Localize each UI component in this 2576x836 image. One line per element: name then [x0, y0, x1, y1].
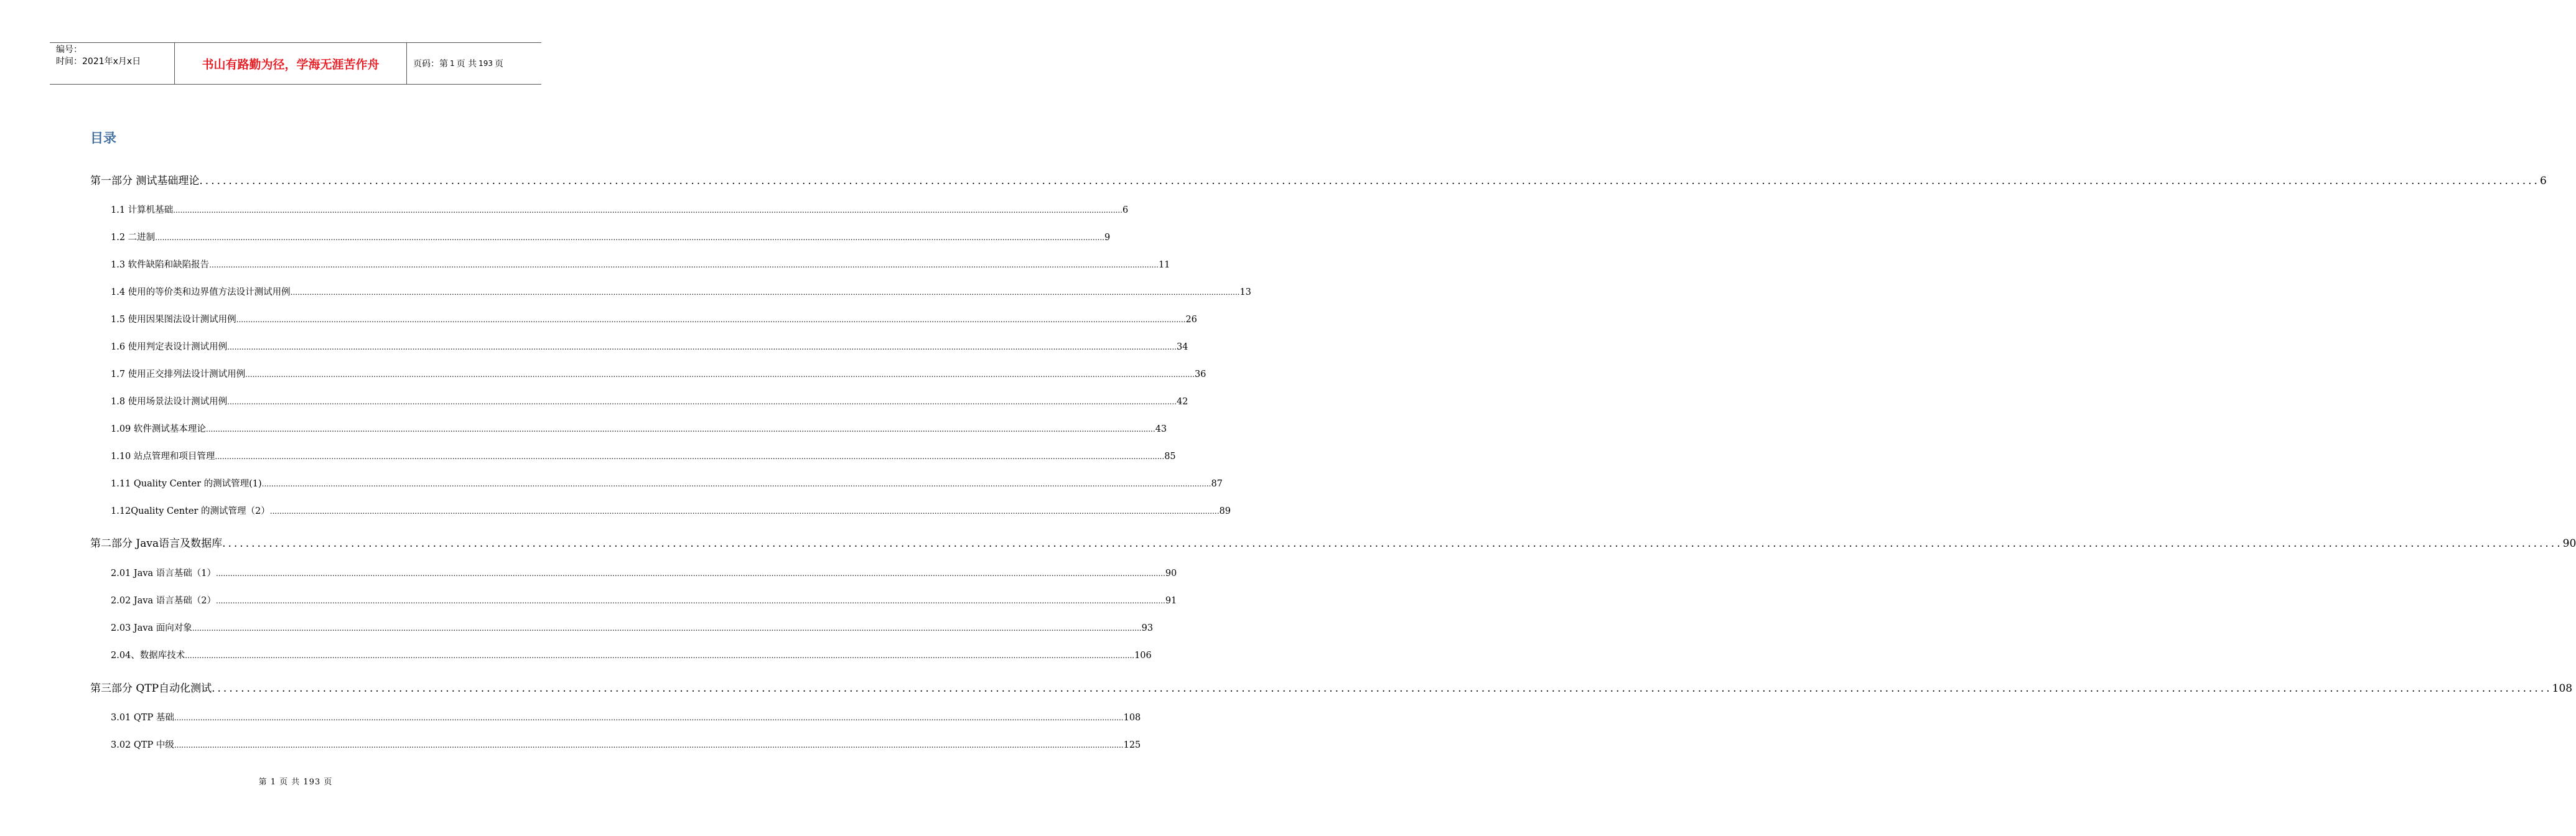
toc-section-entry[interactable]	[111, 504, 1231, 517]
toc-section-entry[interactable]	[111, 738, 1141, 751]
toc-entry-page: 26	[1185, 315, 1197, 325]
toc-section-entry[interactable]	[111, 566, 1177, 579]
toc-section-entry[interactable]	[111, 476, 1223, 490]
toc-entry-page: 36	[1194, 369, 1206, 379]
toc-entry-page: 91	[1165, 596, 1177, 606]
toc-dot-leader: ................................................................................................................................................................................................................................................................................................................................................................................................................	[174, 713, 1124, 722]
toc-dot-leader: ................................................................................................................................................................................................................................................................................................................................................................................................................	[290, 288, 1240, 297]
motto-text: 书山有路勤为径，学海无涯苦作舟	[202, 57, 380, 72]
toc-dot-leader: ................................................................................................................................................................................................................................................................................................................................................................................................................	[227, 343, 1177, 351]
toc-dot-leader: ................................................................................................................................................................................................................................................................................................................................................................................................................	[209, 261, 1159, 269]
toc-entry-page: 90	[1165, 569, 1177, 578]
toc-entry-label: 1.10 站点管理和项目管理	[111, 452, 215, 462]
page-header	[50, 42, 541, 85]
toc-entry-label: 1.5 使用因果图法设计测试用例	[111, 315, 236, 325]
page-number: 1	[450, 59, 455, 68]
toc-entry-label: 1.09 软件测试基本理论	[111, 424, 206, 434]
toc-entry-page: 125	[1123, 740, 1141, 750]
toc-dot-leader: ................................................................................................................................................................................................................................................................................................................................................................................................................	[212, 682, 2552, 695]
header-motto-cell	[175, 43, 407, 84]
time-label: 时间：2021年x月x日	[56, 57, 141, 67]
toc-entry-label: 3.01 QTP 基础	[111, 713, 174, 723]
toc-dot-leader: ................................................................................................................................................................................................................................................................................................................................................................................................................	[173, 206, 1122, 215]
toc-entry-label: 第二部分 Java语言及数据库	[90, 537, 223, 550]
toc-entry-page: 89	[1219, 506, 1231, 516]
toc-dot-leader: ................................................................................................................................................................................................................................................................................................................................................................................................................	[261, 480, 1211, 488]
toc-entry-label: 1.2 二进制	[111, 233, 156, 243]
toc-dot-leader: ................................................................................................................................................................................................................................................................................................................................................................................................................	[192, 624, 1142, 633]
toc-section-entry[interactable]	[111, 648, 1152, 661]
toc-section-entry[interactable]	[111, 367, 1206, 380]
toc-dot-leader: ................................................................................................................................................................................................................................................................................................................................................................................................................	[236, 315, 1186, 324]
toc-section-entry[interactable]	[111, 340, 1188, 353]
toc-section-entry[interactable]	[111, 621, 1154, 634]
toc-section-entry[interactable]	[111, 422, 1167, 435]
toc-dot-leader: ................................................................................................................................................................................................................................................................................................................................................................................................................	[205, 425, 1155, 434]
toc-entry-label: 2.03 Java 面向对象	[111, 623, 192, 633]
header-meta-cell	[50, 43, 175, 84]
page-total: 193	[478, 59, 493, 68]
page-mid: 页 共	[456, 59, 477, 69]
toc-section-entry[interactable]	[111, 394, 1188, 407]
toc-entry-label: 1.6 使用判定表设计测试用例	[111, 342, 228, 352]
toc-entry-label: 2.02 Java 语言基础（2）	[111, 596, 217, 606]
toc-dot-leader: ................................................................................................................................................................................................................................................................................................................................................................................................................	[227, 397, 1177, 406]
toc-entry-label: 2.01 Java 语言基础（1）	[111, 569, 217, 578]
toc-entry-page: 43	[1155, 424, 1167, 434]
toc-entry-label: 1.11 Quality Center 的测试管理(1)	[111, 479, 262, 489]
toc-part-entry[interactable]	[90, 534, 2576, 550]
toc-dot-leader: ................................................................................................................................................................................................................................................................................................................................................................................................................	[245, 370, 1195, 379]
toc-part-entry[interactable]	[90, 679, 2573, 695]
toc-entry-label: 1.7 使用正交排列法设计测试用例	[111, 369, 246, 379]
toc-dot-leader: ................................................................................................................................................................................................................................................................................................................................................................................................................	[185, 651, 1135, 660]
toc-entry-page: 93	[1141, 623, 1154, 633]
toc-entry-label: 1.4 使用的等价类和边界值方法设计测试用例	[111, 287, 291, 297]
toc-entry-page: 9	[1104, 233, 1111, 243]
toc-entry-page: 106	[1134, 651, 1152, 661]
toc-entry-page: 87	[1211, 479, 1223, 489]
toc-section-entry[interactable]	[111, 593, 1177, 606]
toc-dot-leader: ................................................................................................................................................................................................................................................................................................................................................................................................................	[215, 452, 1165, 461]
toc-entry-label: 1.12Quality Center 的测试管理（2）	[111, 506, 270, 516]
toc-dot-leader: ................................................................................................................................................................................................................................................................................................................................................................................................................	[174, 741, 1124, 750]
toc-section-entry[interactable]	[111, 312, 1197, 325]
toc-dot-leader: ................................................................................................................................................................................................................................................................................................................................................................................................................	[199, 175, 2540, 187]
toc-entry-label: 1.1 计算机基础	[111, 205, 174, 215]
toc-dot-leader: ................................................................................................................................................................................................................................................................................................................................................................................................................	[216, 569, 1165, 578]
toc-entry-label: 第一部分 测试基础理论	[90, 175, 200, 187]
toc-section-entry[interactable]	[111, 710, 1141, 723]
toc-entry-page: 90	[2562, 537, 2576, 550]
toc-section-entry[interactable]	[111, 203, 1129, 216]
toc-entry-page: 13	[1239, 287, 1251, 297]
toc-entry-page: 108	[2552, 682, 2573, 695]
toc-entry-label: 2.04、数据库技术	[111, 651, 185, 661]
toc-dot-leader: ................................................................................................................................................................................................................................................................................................................................................................................................................	[155, 233, 1104, 242]
number-label: 编号：	[56, 45, 82, 55]
toc-title: 目录	[90, 131, 116, 146]
toc-entry-label: 1.3 软件缺陷和缺陷报告	[111, 260, 210, 270]
toc-part-entry[interactable]	[90, 172, 2547, 187]
toc-entry-page: 85	[1164, 452, 1176, 462]
toc-entry-page: 34	[1176, 342, 1188, 352]
toc-dot-leader: ................................................................................................................................................................................................................................................................................................................................................................................................................	[269, 507, 1220, 516]
toc-entry-page: 6	[1122, 205, 1129, 215]
toc-entry-page: 42	[1176, 397, 1188, 407]
toc-section-entry[interactable]	[111, 230, 1111, 243]
page-prefix: 页码：第	[413, 59, 448, 69]
page-footer: 第 1 页 共 193 页	[258, 778, 333, 787]
toc-entry-label: 3.02 QTP 中级	[111, 740, 174, 750]
toc-entry-label: 第三部分 QTP自动化测试	[90, 682, 212, 695]
header-page-cell	[407, 43, 541, 84]
toc-section-entry[interactable]	[111, 449, 1176, 462]
toc-entry-page: 6	[2539, 175, 2547, 187]
page-suffix: 页	[495, 59, 503, 69]
toc-section-entry[interactable]	[111, 285, 1251, 298]
toc-entry-label: 1.8 使用场景法设计测试用例	[111, 397, 228, 407]
toc-dot-leader: ................................................................................................................................................................................................................................................................................................................................................................................................................	[216, 597, 1165, 605]
toc-entry-page: 108	[1123, 713, 1141, 723]
toc-dot-leader: ................................................................................................................................................................................................................................................................................................................................................................................................................	[222, 537, 2563, 550]
toc-entry-page: 11	[1158, 260, 1170, 270]
toc-section-entry[interactable]	[111, 258, 1170, 271]
